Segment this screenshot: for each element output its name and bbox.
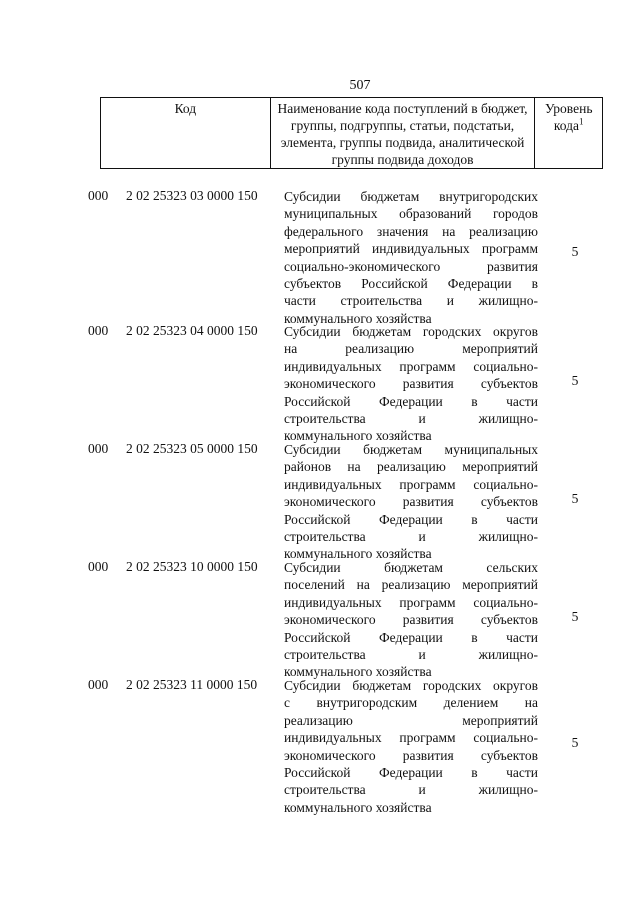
row-name — [284, 441, 538, 563]
row-name-line: индивидуальных программ социально- — [284, 358, 538, 374]
row-name-line: социально-экономического развития — [284, 258, 538, 274]
row-name-line: экономического развития субъектов — [284, 747, 538, 763]
row-prefix: 000 — [88, 188, 109, 203]
row-prefix: 000 — [88, 323, 109, 338]
row-code: 2 02 25323 03 0000 150 — [126, 188, 258, 203]
row-name-line: коммунального хозяйства — [284, 664, 432, 680]
header-level-label: Уровень кода — [544, 101, 593, 133]
row-name-line: индивидуальных программ социально- — [284, 476, 538, 492]
row-name-line: субъектов Российской Федерации в — [284, 275, 538, 291]
row-name-line: муниципальных образований городов — [284, 206, 538, 222]
row-name-line: федерального значения на реализацию — [284, 223, 538, 239]
row-prefix: 000 — [88, 441, 109, 456]
row-name-line: реализацию мероприятий — [284, 712, 538, 728]
row-name-line: Российской Федерации в части — [284, 764, 538, 780]
row-name — [284, 677, 538, 816]
row-level: 5 — [571, 735, 579, 750]
page-number: 507 — [349, 78, 371, 93]
row-name-line: Субсидии бюджетам сельских — [284, 560, 538, 575]
row-name-line: коммунального хозяйства — [284, 310, 432, 326]
row-name-line: мероприятий индивидуальных программ — [284, 241, 538, 257]
row-name-line: коммунального хозяйства — [284, 546, 432, 562]
row-name-line: с внутригородским делением на — [284, 695, 538, 711]
row-name-line: коммунального хозяйства — [284, 799, 432, 815]
row-level: 5 — [571, 373, 579, 388]
row-name-line: строительства и жилищно- — [284, 528, 538, 544]
row-name-line: Российской Федерации в части — [284, 511, 538, 527]
row-name — [284, 323, 538, 445]
row-name-line: экономического развития субъектов — [284, 494, 538, 510]
row-name-line: части строительства и жилищно- — [284, 293, 538, 309]
row-name-line: районов на реализацию мероприятий — [284, 459, 538, 475]
row-code: 2 02 25323 10 0000 150 — [126, 559, 258, 574]
header-level-footnote: 1 — [579, 116, 584, 127]
row-name-line: Российской Федерации в части — [284, 629, 538, 645]
row-code: 2 02 25323 05 0000 150 — [126, 441, 258, 456]
row-code: 2 02 25323 04 0000 150 — [126, 323, 258, 338]
row-code: 2 02 25323 11 0000 150 — [126, 677, 258, 692]
row-name-line: строительства и жилищно- — [284, 410, 538, 426]
row-level: 5 — [571, 491, 579, 506]
row-name-line: Субсидии бюджетам муниципальных — [284, 442, 538, 457]
row-name — [284, 188, 538, 327]
row-level: 5 — [571, 609, 579, 624]
row-name-line: экономического развития субъектов — [284, 612, 538, 628]
row-name-line: индивидуальных программ социально- — [284, 730, 538, 746]
row-level: 5 — [571, 244, 579, 259]
row-name-line: поселений на реализацию мероприятий — [284, 577, 538, 593]
row-prefix: 000 — [88, 677, 109, 692]
row-name-line: Российской Федерации в части — [284, 393, 538, 409]
header-code: Код — [101, 98, 271, 169]
row-name — [284, 559, 538, 681]
table-header — [100, 97, 603, 169]
row-name-line: строительства и жилищно- — [284, 782, 538, 798]
row-name-line: коммунального хозяйства — [284, 428, 432, 444]
row-name-line: экономического развития субъектов — [284, 376, 538, 392]
header-name: Наименование кода поступлений в бюджет, группы, подгруппы, статьи, подстатьи, элемента, группы подвида, аналитической группы подвида доходов — [270, 98, 535, 169]
row-name-line: Субсидии бюджетам городских округов — [284, 678, 538, 693]
header-level — [535, 98, 603, 169]
row-name-line: строительства и жилищно- — [284, 646, 538, 662]
row-prefix: 000 — [88, 559, 109, 574]
row-name-line: Субсидии бюджетам внутригородских — [284, 189, 538, 204]
row-name-line: на реализацию мероприятий — [284, 341, 538, 357]
row-name-line: Субсидии бюджетам городских округов — [284, 324, 538, 339]
row-name-line: индивидуальных программ социально- — [284, 594, 538, 610]
